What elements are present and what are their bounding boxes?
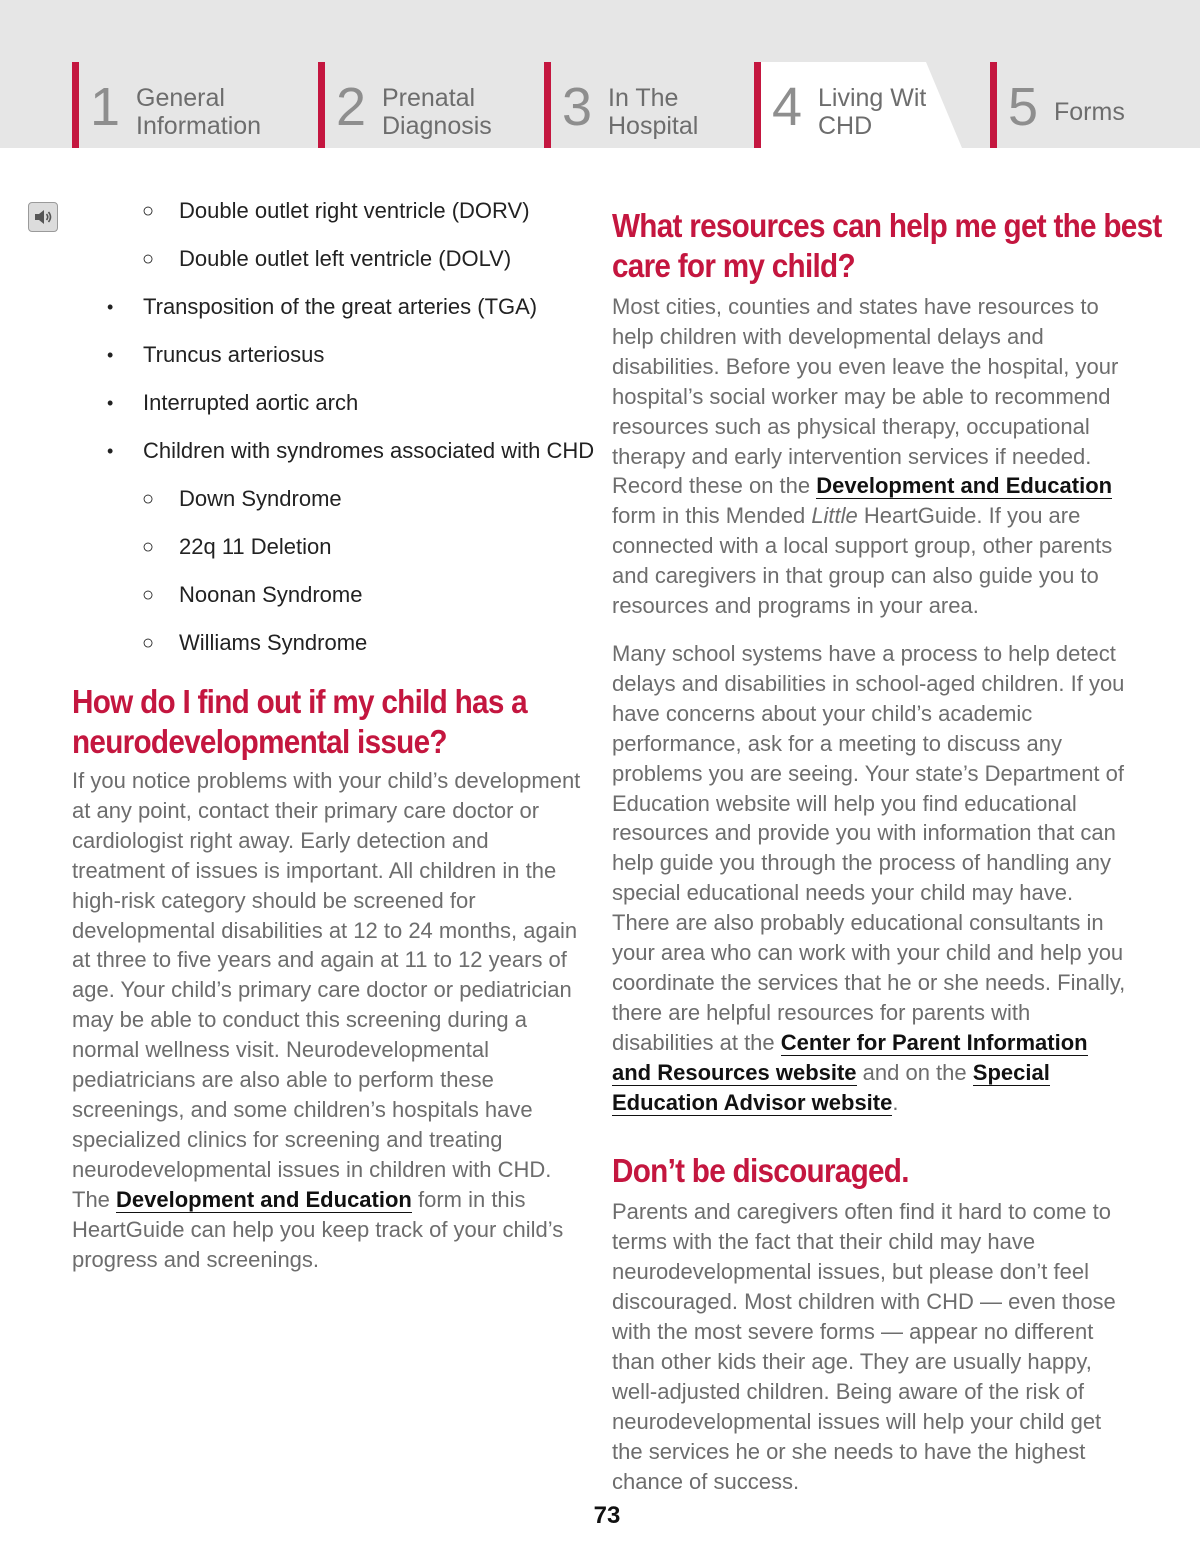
section-body-neurodevelopmental: If you notice problems with your child’s development at any point, contact their primary care doctor or cardiologist right away. Early detection and treatment of issues is important. All children in the high-risk category should be screened for developmental disabilities at 12 to 24 months, again at three to five years and again at 11 to 12 years of age. Your child’s primary care doctor or pediatrician may be able to conduct this screening during a normal wellness visit. Neurodevelopmental pediatricians are also able to perform these screenings, and some children’s hospitals have specialized clinics for screening and treating neurodevelopmental issues in children with CHD. The Development and Education form in this HeartGuide can help you keep track of your child’s progress and screenings. xyxy=(72,768,581,1272)
list-item: ○ Noonan Syndrome xyxy=(142,582,363,607)
section-heading-discouraged: Don’t be discouraged. xyxy=(612,1152,909,1190)
right-column xyxy=(612,198,1162,1497)
speaker-glyph xyxy=(32,206,54,228)
section-body-discouraged: Parents and caregivers often find it hard to come to terms with the fact that their child may have neurodevelopmental issues, but please don’t feel discouraged. Most children with CHD — even those with the most severe forms — appear no different than other kids their age. They are usually happy, well-adjusted children. Being aware of the risk of neurodevelopmental issues will help your child get the services he or she needs to have the highest chance of success. xyxy=(612,1199,1116,1494)
list-item: • Children with syndromes associated with CHD xyxy=(107,438,595,463)
development-education-link[interactable]: Development and Education xyxy=(816,473,1113,499)
parent-information-link[interactable]: Center for Parent Information and Resources website xyxy=(612,1029,1088,1085)
list-item: ○ Williams Syndrome xyxy=(142,630,368,655)
tab-marker xyxy=(318,62,325,148)
page-number: 73 xyxy=(593,1502,621,1529)
left-column xyxy=(72,198,595,1274)
tab-marker xyxy=(754,62,761,148)
tab-label: Prenatal Diagnosis xyxy=(382,84,492,140)
tab-number: 5 xyxy=(1008,77,1039,137)
list-item: ○ Down Syndrome xyxy=(142,486,342,511)
list-item: • Truncus arteriosus xyxy=(107,342,325,367)
section-nav xyxy=(0,0,1200,148)
tab-forms[interactable] xyxy=(990,62,1140,148)
tab-marker xyxy=(990,62,997,148)
tab-general-information[interactable] xyxy=(72,62,302,148)
tab-number: 3 xyxy=(562,77,593,137)
speaker-icon[interactable] xyxy=(28,202,58,232)
tab-prenatal-diagnosis[interactable] xyxy=(318,62,528,148)
section-heading-neurodevelopmental: How do I find out if my child has a neurodevelopmental issue? xyxy=(72,683,527,760)
tab-number: 1 xyxy=(90,77,121,137)
development-education-link[interactable]: Development and Education xyxy=(116,1186,412,1212)
list-item: ○ Double outlet left ventricle (DOLV) xyxy=(142,246,512,271)
list-item: ○ 22q 11 Deletion xyxy=(142,534,332,559)
tab-marker xyxy=(72,62,79,148)
tab-label: In The Hospital xyxy=(608,84,699,140)
tab-living-with-chd[interactable] xyxy=(754,62,941,148)
list-item: • Transposition of the great arteries (TGA) xyxy=(107,294,538,319)
section-body-resources-1: Most cities, counties and states have resources to help children with developmental delays and disabilities. Before you even leave the hospital, your hospital’s social worker may be able to recommend resources such as physical therapy, occupational therapy and early intervention services if needed. Record these on the Development and Education form in this Mended Little HeartGuide. If you are connected with a local support group, other parents and caregivers in that group can also guide you to resources and programs in your area. xyxy=(612,294,1119,619)
tab-label: Forms xyxy=(1054,98,1125,126)
tab-label: Living With CHD xyxy=(818,84,941,140)
special-education-advisor-link[interactable]: Special Education Advisor website xyxy=(612,1059,1050,1115)
tab-number: 2 xyxy=(336,77,367,137)
tab-number: 4 xyxy=(772,77,803,137)
list-item: • Interrupted aortic arch xyxy=(107,390,359,415)
section-body-resources-2: Many school systems have a process to help detect delays and disabilities in school-aged children. If you have concerns about your child’s academic performance, ask for a meeting to discuss any problems you are seeing. Your state’s Department of Education website will help you find educational resources and provide you with information that can help guide you through the process of handling any special educational needs your child may have. There are also probably educational consultants in your area who can work with your child and help you coordinate the services that he or she needs. Finally, there are helpful resources for parents with disabilities at the Center for Parent Information and Resources website and on the Special Education Advisor website. xyxy=(612,640,1126,1115)
tab-in-the-hospital[interactable] xyxy=(544,62,734,148)
list-item: ○ Double outlet right ventricle (DORV) xyxy=(142,198,530,223)
tab-label: General Information xyxy=(136,84,262,140)
condition-list xyxy=(72,198,595,656)
tab-marker xyxy=(544,62,551,148)
section-heading-resources: What resources can help me get the best care for my child? xyxy=(612,207,1162,284)
